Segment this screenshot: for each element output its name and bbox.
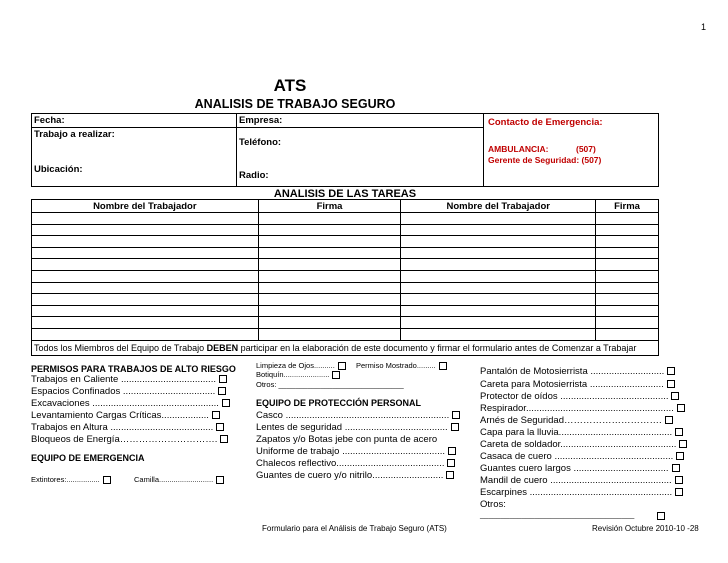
epp-careta-soldador: Careta de soldador............................................: [480, 439, 687, 450]
checkbox[interactable]: [671, 392, 679, 400]
table-row: [32, 282, 659, 294]
note-bold: DEBEN: [206, 342, 239, 353]
permiso-cargas: Levantamiento Cargas Críticas..................: [31, 410, 220, 421]
checkbox[interactable]: [675, 488, 683, 496]
table-row: [32, 270, 659, 282]
epp-pantalon: Pantalón de Motosierrista ............................: [480, 366, 675, 377]
checkbox[interactable]: [452, 411, 460, 419]
checkbox[interactable]: [220, 435, 228, 443]
checkbox[interactable]: [446, 471, 454, 479]
checkbox[interactable]: [448, 447, 456, 455]
col-nombre-1: Nombre del Trabajador: [32, 200, 259, 213]
radio-label[interactable]: Radio:: [239, 170, 269, 181]
epp-respirador: Respirador........................................................: [480, 403, 685, 414]
table-row: [32, 305, 659, 317]
tasks-note-row: [32, 340, 659, 355]
otros-middle[interactable]: Otros: ______________________________: [256, 380, 404, 389]
table-row: [32, 224, 659, 236]
checkbox[interactable]: [447, 459, 455, 467]
checkbox[interactable]: [667, 367, 675, 375]
gerente-label: Gerente de Seguridad: (507): [488, 155, 602, 165]
table-row: [32, 236, 659, 248]
header-col-contact: [484, 114, 658, 186]
checkbox[interactable]: [665, 416, 673, 424]
checkbox[interactable]: [439, 362, 447, 370]
permiso-confinados: Espacios Confinados ...................................: [31, 386, 226, 397]
epp-protector: Protector de oídos .........................................: [480, 391, 679, 402]
epp-careta-moto: Careta para Motosierrista ............................: [480, 379, 675, 390]
header-col-company: [237, 114, 484, 186]
page-number: 1: [700, 22, 706, 32]
checkbox[interactable]: [679, 440, 687, 448]
checkbox[interactable]: [222, 399, 230, 407]
header-col-date: [32, 114, 237, 186]
form-title: ATS: [273, 76, 307, 95]
table-row: [32, 247, 659, 259]
epp-uniforme: Uniforme de trabajo .......................................: [256, 446, 456, 457]
footer-revision: Revisión Octubre 2010-10 -28: [592, 524, 699, 533]
epp-casaca: Casaca de cuero .............................................: [480, 451, 684, 462]
epp-mandil: Mandil de cuero ..............................................: [480, 475, 683, 486]
empresa-label[interactable]: Empresa:: [239, 115, 283, 126]
col-firma-2: Firma: [596, 200, 659, 213]
checkbox[interactable]: [338, 362, 346, 370]
camilla-item: Camilla..........................: [134, 475, 224, 484]
contacto-label: Contacto de Emergencia:: [488, 117, 603, 128]
table-row: [32, 317, 659, 329]
tasks-title: ANALISIS DE LAS TAREAS: [273, 188, 417, 200]
botiquin-item: Botiquín......................: [256, 370, 340, 379]
limpieza-item: Limpieza de Ojos..........: [256, 361, 346, 370]
footer-title: Formulario para el Análisis de Trabajo Seguro (ATS): [262, 524, 447, 533]
permisos-section: [31, 364, 236, 374]
checkbox[interactable]: [451, 423, 459, 431]
checkbox[interactable]: [677, 404, 685, 412]
tasks-note: [32, 340, 659, 355]
epp-guantes-largos: Guantes cuero largos ....................................: [480, 463, 680, 474]
checkbox[interactable]: [676, 452, 684, 460]
table-row: [32, 294, 659, 306]
checkbox[interactable]: [675, 476, 683, 484]
checkbox[interactable]: [672, 464, 680, 472]
ambulancia-label: AMBULANCIA:: [488, 144, 549, 154]
epp-otros-label: Otros:: [480, 499, 506, 510]
extintores-item: Extintores:................: [31, 475, 111, 484]
ubicacion-label[interactable]: Ubicación:: [34, 164, 83, 175]
permisos-heading: PERMISOS PARA TRABAJOS DE ALTO RIESGO: [31, 364, 236, 374]
epp-guantes: Guantes de cuero y/o nitrilo...........................: [256, 470, 454, 481]
telefono-label[interactable]: Teléfono:: [239, 137, 282, 148]
checkbox[interactable]: [216, 476, 224, 484]
permiso-caliente: Trabajos en Caliente ....................................: [31, 374, 227, 385]
note-pre: Todos los Miembros del Equipo de Trabajo: [34, 342, 205, 353]
table-row: [32, 213, 659, 225]
checkbox[interactable]: [103, 476, 111, 484]
permiso-bloqueos: Bloqueos de Energía………………………….: [31, 434, 228, 445]
epp-escarpines: Escarpines ......................................................: [480, 487, 683, 498]
epp-capa: Capa para la lluvia...........................................: [480, 427, 683, 438]
note-post: participar en la elaboración de este documento y firmar el formulario antes de Comenzar a Trabajar: [240, 342, 637, 353]
checkbox[interactable]: [657, 512, 665, 520]
checkbox[interactable]: [667, 380, 675, 388]
col-nombre-2: Nombre del Trabajador: [401, 200, 596, 213]
permiso-mostrado-item: Permiso Mostrado.........: [356, 361, 447, 370]
header-info-table: [31, 113, 659, 187]
permiso-excavaciones: Excavaciones ................................................: [31, 398, 230, 409]
checkbox[interactable]: [212, 411, 220, 419]
proteccion-heading: EQUIPO DE PROTECCIÓN PERSONAL: [256, 398, 422, 408]
epp-otros-line[interactable]: _____________________________________: [480, 510, 635, 519]
tasks-table: [31, 199, 659, 356]
checkbox[interactable]: [675, 428, 683, 436]
permiso-altura: Trabajos en Altura .......................................: [31, 422, 224, 433]
epp-casco: Casco ..............................................................: [256, 410, 460, 421]
checkbox[interactable]: [218, 387, 226, 395]
epp-arnes: Arnés de Seguridad………………………….: [480, 415, 673, 426]
checkbox[interactable]: [216, 423, 224, 431]
fecha-label[interactable]: Fecha:: [34, 115, 65, 126]
checkbox[interactable]: [219, 375, 227, 383]
epp-lentes: Lentes de seguridad .......................................: [256, 422, 459, 433]
epp-zapatos: Zapatos y/o Botas jebe con punta de acero: [256, 434, 438, 445]
trabajo-label[interactable]: Trabajo a realizar:: [34, 129, 115, 140]
col-firma-1: Firma: [258, 200, 401, 213]
ambulancia-number: (507): [576, 144, 596, 154]
table-row: [32, 259, 659, 271]
form-subtitle: ANALISIS DE TRABAJO SEGURO: [194, 97, 396, 111]
epp-chalecos: Chalecos reflectivo.........................................: [256, 458, 455, 469]
emergencia-heading: EQUIPO DE EMERGENCIA: [31, 453, 145, 463]
checkbox[interactable]: [332, 371, 340, 379]
table-row: [32, 328, 659, 340]
